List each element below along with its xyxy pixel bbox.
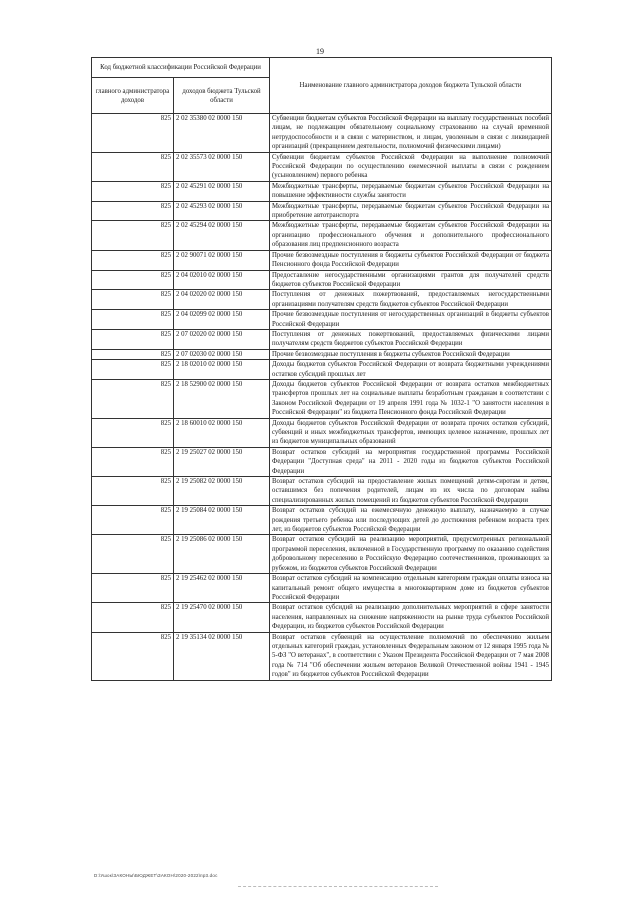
table-row <box>92 379 552 418</box>
description-cell: Прочие безвозмездные поступления в бюджеты субъектов Российской Федерации от бюджета Пенсионного фонда Российской Федерации <box>270 250 552 270</box>
admin-code-cell: 825 <box>92 349 174 359</box>
admin-code-cell: 825 <box>92 506 174 535</box>
description-cell: Предоставление негосударственными организациями грантов для получателей средств бюджетов субъектов Российской Федерации <box>270 270 552 290</box>
admin-code-cell: 825 <box>92 574 174 603</box>
description-cell: Возврат остатков субсидий на предоставление жилых помещений детям-сиротам и детям, оставшимся без попечения родителей, лицам из их числа по договорам найма специализированных жилых помещений из бюджетов субъектов Российской Федерации <box>270 477 552 506</box>
admin-code-cell: 825 <box>92 310 174 330</box>
admin-code-cell: 825 <box>92 603 174 632</box>
admin-code-cell: 825 <box>92 270 174 290</box>
income-code-cell: 2 04 02099 02 0000 150 <box>174 310 270 330</box>
income-code-cell: 2 07 02030 02 0000 150 <box>174 349 270 359</box>
income-code-cell: 2 19 25470 02 0000 150 <box>174 603 270 632</box>
description-cell: Возврат остатков субсидий на компенсацию отдельным категориям граждан оплаты взноса на капитальный ремонт общего имущества в многоквартирном доме из бюджетов субъектов Российской Федерации <box>270 574 552 603</box>
table-row <box>92 603 552 632</box>
admin-code-cell: 825 <box>92 447 174 476</box>
table-row <box>92 114 552 153</box>
income-code-cell: 2 18 52900 02 0000 150 <box>174 379 270 418</box>
admin-code-cell: 825 <box>92 379 174 418</box>
admin-code-cell: 825 <box>92 329 174 349</box>
admin-code-cell: 825 <box>92 221 174 250</box>
table-row <box>92 329 552 349</box>
income-code-cell: 2 19 25084 02 0000 150 <box>174 506 270 535</box>
table-row <box>92 181 552 201</box>
income-code-cell: 2 02 45291 02 0000 150 <box>174 181 270 201</box>
table-row <box>92 270 552 290</box>
description-cell: Возврат остатков субсидий на реализацию мероприятий, предусмотренных региональной программой переселения, включенной в Государственную программу по оказанию содействия добровольному переселению в Российскую Федерацию соотечественников, проживающих за рубежом, из бюджетов субъектов Российской Федерации <box>270 535 552 574</box>
admin-code-cell: 825 <box>92 201 174 221</box>
admin-code-cell: 825 <box>92 290 174 310</box>
admin-code-cell: 825 <box>92 535 174 574</box>
income-code-cell: 2 02 90071 02 0000 150 <box>174 250 270 270</box>
admin-code-cell: 825 <box>92 181 174 201</box>
income-code-cell: 2 04 02010 02 0000 150 <box>174 270 270 290</box>
description-cell: Доходы бюджетов субъектов Российской Федерации от возврата остатков межбюджетных трансфертов прошлых лет на социальные выплаты безработным гражданам в соответствии с Законом Российской Федерации от 19 апреля 1991 года № 1032-1 "О занятости населения в Российской Федерации" из бюджета Пенсионного фонда Российской Федерации <box>270 379 552 418</box>
admin-code-cell: 825 <box>92 418 174 447</box>
description-cell: Возврат остатков субвенций на осуществление полномочий по обеспечению жильем отдельных категорий граждан, установленных Федеральным законом от 12 января 1995 года № 5-ФЗ "О ветеранах", в соответствии с Указом Президента Российской Федерации от 7 мая 2008 года № 714 "Об обеспечении жильем ветеранов Великой Отечественной войны 1941 - 1945 годов" из бюджетов субъектов Российской Федерации <box>270 632 552 680</box>
table-row <box>92 506 552 535</box>
admin-code-cell: 825 <box>92 152 174 181</box>
table-body <box>92 114 552 681</box>
table-row <box>92 221 552 250</box>
page-number: 19 <box>316 47 324 56</box>
scan-artifact-line <box>238 886 438 887</box>
table-row <box>92 477 552 506</box>
admin-code-cell: 825 <box>92 360 174 380</box>
income-code-cell: 2 19 25086 02 0000 150 <box>174 535 270 574</box>
table-header <box>92 58 552 114</box>
income-code-cell: 2 04 02020 02 0000 150 <box>174 290 270 310</box>
description-cell: Доходы бюджетов субъектов Российской Федерации от возврата бюджетными учреждениями остатков субсидий прошлых лет <box>270 360 552 380</box>
income-code-cell: 2 02 35573 02 0000 150 <box>174 152 270 181</box>
name-column-header: Наименование главного администратора доходов бюджета Тульской области <box>270 58 552 114</box>
table-row <box>92 418 552 447</box>
admin-code-cell: 825 <box>92 477 174 506</box>
description-cell: Межбюджетные трансферты, передаваемые бюджетам субъектов Российской Федерации на приобретение автотранспорта <box>270 201 552 221</box>
income-code-cell: 2 18 02010 02 0000 150 <box>174 360 270 380</box>
table-row <box>92 447 552 476</box>
admin-column-header: главного администратора доходов <box>92 78 174 114</box>
income-column-header: доходов бюджета Тульской области <box>174 78 270 114</box>
table-row <box>92 574 552 603</box>
admin-code-cell: 825 <box>92 114 174 153</box>
description-cell: Межбюджетные трансферты, передаваемые бюджетам субъектов Российской Федерации на повышение эффективности службы занятости <box>270 181 552 201</box>
income-code-cell: 2 19 35134 02 0000 150 <box>174 632 270 680</box>
description-cell: Возврат остатков субсидий на реализацию дополнительных мероприятий в сфере занятости населения, направленных на снижение напряженности на рынке труда субъектов Российской Федерации, из бюджетов субъектов Российской Федерации <box>270 603 552 632</box>
table-row <box>92 349 552 359</box>
income-code-cell: 2 02 35380 02 0000 150 <box>174 114 270 153</box>
description-cell: Межбюджетные трансферты, передаваемые бюджетам субъектов Российской Федерации на организацию профессионального обучения и дополнительного профессионального образования лиц предпенсионного возраста <box>270 221 552 250</box>
table-row <box>92 250 552 270</box>
description-cell: Субвенции бюджетам субъектов Российской Федерации на выплату государственных пособий лицам, не подлежащим обязательному социальному страхованию на случай временной нетрудоспособности и в связи с материнством, и лицам, уволенным в связи с ликвидацией организаций (прекращением деятельности, полномочий физическими лицами) <box>270 114 552 153</box>
table-row <box>92 632 552 680</box>
description-cell: Субвенции бюджетам субъектов Российской Федерации на выполнение полномочий Российской Федерации по осуществлению ежемесячной выплаты в связи с рождением (усыновлением) первого ребенка <box>270 152 552 181</box>
description-cell: Поступления от денежных пожертвований, предоставляемых негосударственными организациями получателям средств бюджетов субъектов Российской Федерации <box>270 290 552 310</box>
income-code-cell: 2 02 45293 02 0000 150 <box>174 201 270 221</box>
table-row <box>92 152 552 181</box>
description-cell: Возврат остатков субсидий на мероприятия государственной программы Российской Федерации "Доступная среда" на 2011 - 2020 годы из бюджетов субъектов Российской Федерации <box>270 447 552 476</box>
table-row <box>92 310 552 330</box>
income-code-cell: 2 07 02020 02 0000 150 <box>174 329 270 349</box>
description-cell: Доходы бюджетов субъектов Российской Федерации от возврата прочих остатков субсидий, субвенций и иных межбюджетных трансфертов, имеющих целевое назначение, прошлых лет из бюджетов муниципальных образований <box>270 418 552 447</box>
table-row <box>92 290 552 310</box>
kbk-group-header: Код бюджетной классификации Российской Федерации <box>92 58 270 78</box>
footer-file-path: D:\Ушок\ЗАКОНЫ\БЮДЖЕТ\ЗАКОН\2020-2022\пр3.doc <box>94 873 218 878</box>
income-code-cell: 2 19 25027 02 0000 150 <box>174 447 270 476</box>
table-row <box>92 535 552 574</box>
budget-classification-table <box>91 57 552 681</box>
income-code-cell: 2 19 25462 02 0000 150 <box>174 574 270 603</box>
income-code-cell: 2 19 25082 02 0000 150 <box>174 477 270 506</box>
admin-code-cell: 825 <box>92 250 174 270</box>
description-cell: Поступления от денежных пожертвований, предоставляемых физическими лицами получателям средств бюджетов субъектов Российской Федерации <box>270 329 552 349</box>
table-row <box>92 360 552 380</box>
description-cell: Возврат остатков субсидий на ежемесячную денежную выплату, назначаемую в случае рождения третьего ребенка или последующих детей до достижения ребенком возраста трех лет, из бюджетов субъектов Российской Федерации <box>270 506 552 535</box>
income-code-cell: 2 02 45294 02 0000 150 <box>174 221 270 250</box>
description-cell: Прочие безвозмездные поступления в бюджеты субъектов Российской Федерации <box>270 349 552 359</box>
table-row <box>92 201 552 221</box>
description-cell: Прочие безвозмездные поступления от негосударственных организаций в бюджеты субъектов Российской Федерации <box>270 310 552 330</box>
income-code-cell: 2 18 60010 02 0000 150 <box>174 418 270 447</box>
admin-code-cell: 825 <box>92 632 174 680</box>
